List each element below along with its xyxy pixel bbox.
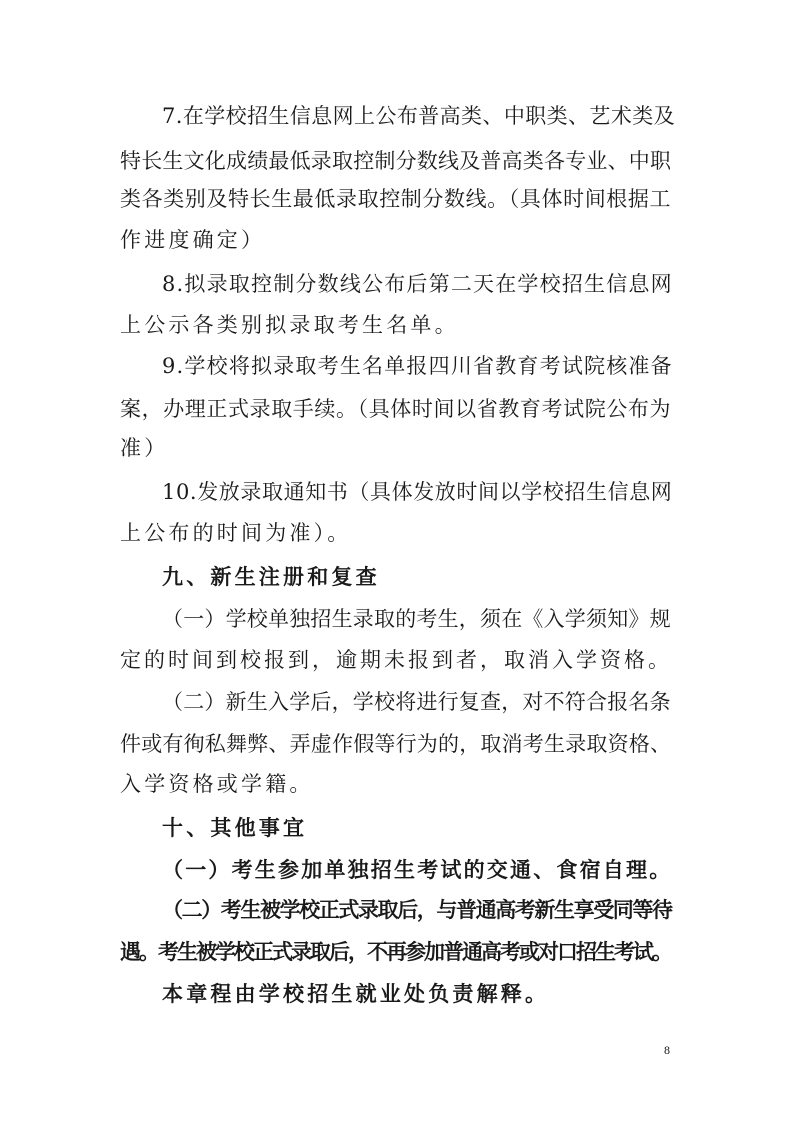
section-9-item-2-line-2: 件或有徇私舞弊、弄虚作假等行为的，取消考生录取资格、: [120, 732, 672, 756]
paragraph-8-line-1: 8.拟录取控制分数线公布后第二天在学校招生信息网: [162, 272, 673, 296]
paragraph-7-line-2: 特长生文化成绩最低录取控制分数线及普高类各专业、中职: [120, 149, 672, 173]
paragraph-9-line-3: 准）: [120, 436, 169, 460]
paragraph-7-line-1: 7.在学校招生信息网上公布普高类、中职类、艺术类及: [162, 104, 676, 128]
section-10-item-1: （一）考生参加单独招生考试的交通、食宿自理。: [162, 857, 673, 882]
page-number: 8: [664, 1043, 670, 1057]
section-9-item-2-line-1: （二）新生入学后，学校将进行复查，对不符合报名条: [162, 690, 671, 714]
closing-statement: 本章程由学校招生就业处负责解释。: [162, 981, 550, 1006]
paragraph-10-line-1: 10.发放录取通知书（具体发放时间以学校招生信息网: [162, 480, 673, 504]
paragraph-7-line-3: 类各类别及特长生最低录取控制分数线。（具体时间根据工: [120, 187, 672, 211]
section-9-item-1-line-2: 定的时间到校报到，逾期未报到者，取消入学资格。: [120, 648, 672, 672]
section-10-item-2-line-2: 遇。考生被学校正式录取后，不再参加普通高考或对口招生考试。: [120, 939, 671, 964]
section-10-heading: 十、其他事宜: [162, 815, 308, 840]
paragraph-8-line-2: 上公示各类别拟录取考生名单。: [120, 313, 459, 337]
paragraph-9-line-1: 9.学校将拟录取考生名单报四川省教育考试院核准备: [162, 354, 673, 378]
section-9-heading: 九、新生注册和复查: [162, 564, 380, 589]
paragraph-7-line-4: 作进度确定）: [120, 228, 266, 252]
section-9-item-2-line-3: 入学资格或学籍。: [120, 772, 314, 796]
paragraph-9-line-2: 案，办理正式录取手续。（具体时间以省教育考试院公布为: [120, 397, 672, 421]
section-9-item-1-line-1: （一）学校单独招生录取的考生，须在《入学须知》规: [162, 607, 671, 631]
section-10-item-2-line-1: （二）考生被学校正式录取后，与普通高考新生享受同等待: [162, 897, 672, 922]
paragraph-10-line-2: 上公布的时间为准）。: [120, 521, 352, 545]
